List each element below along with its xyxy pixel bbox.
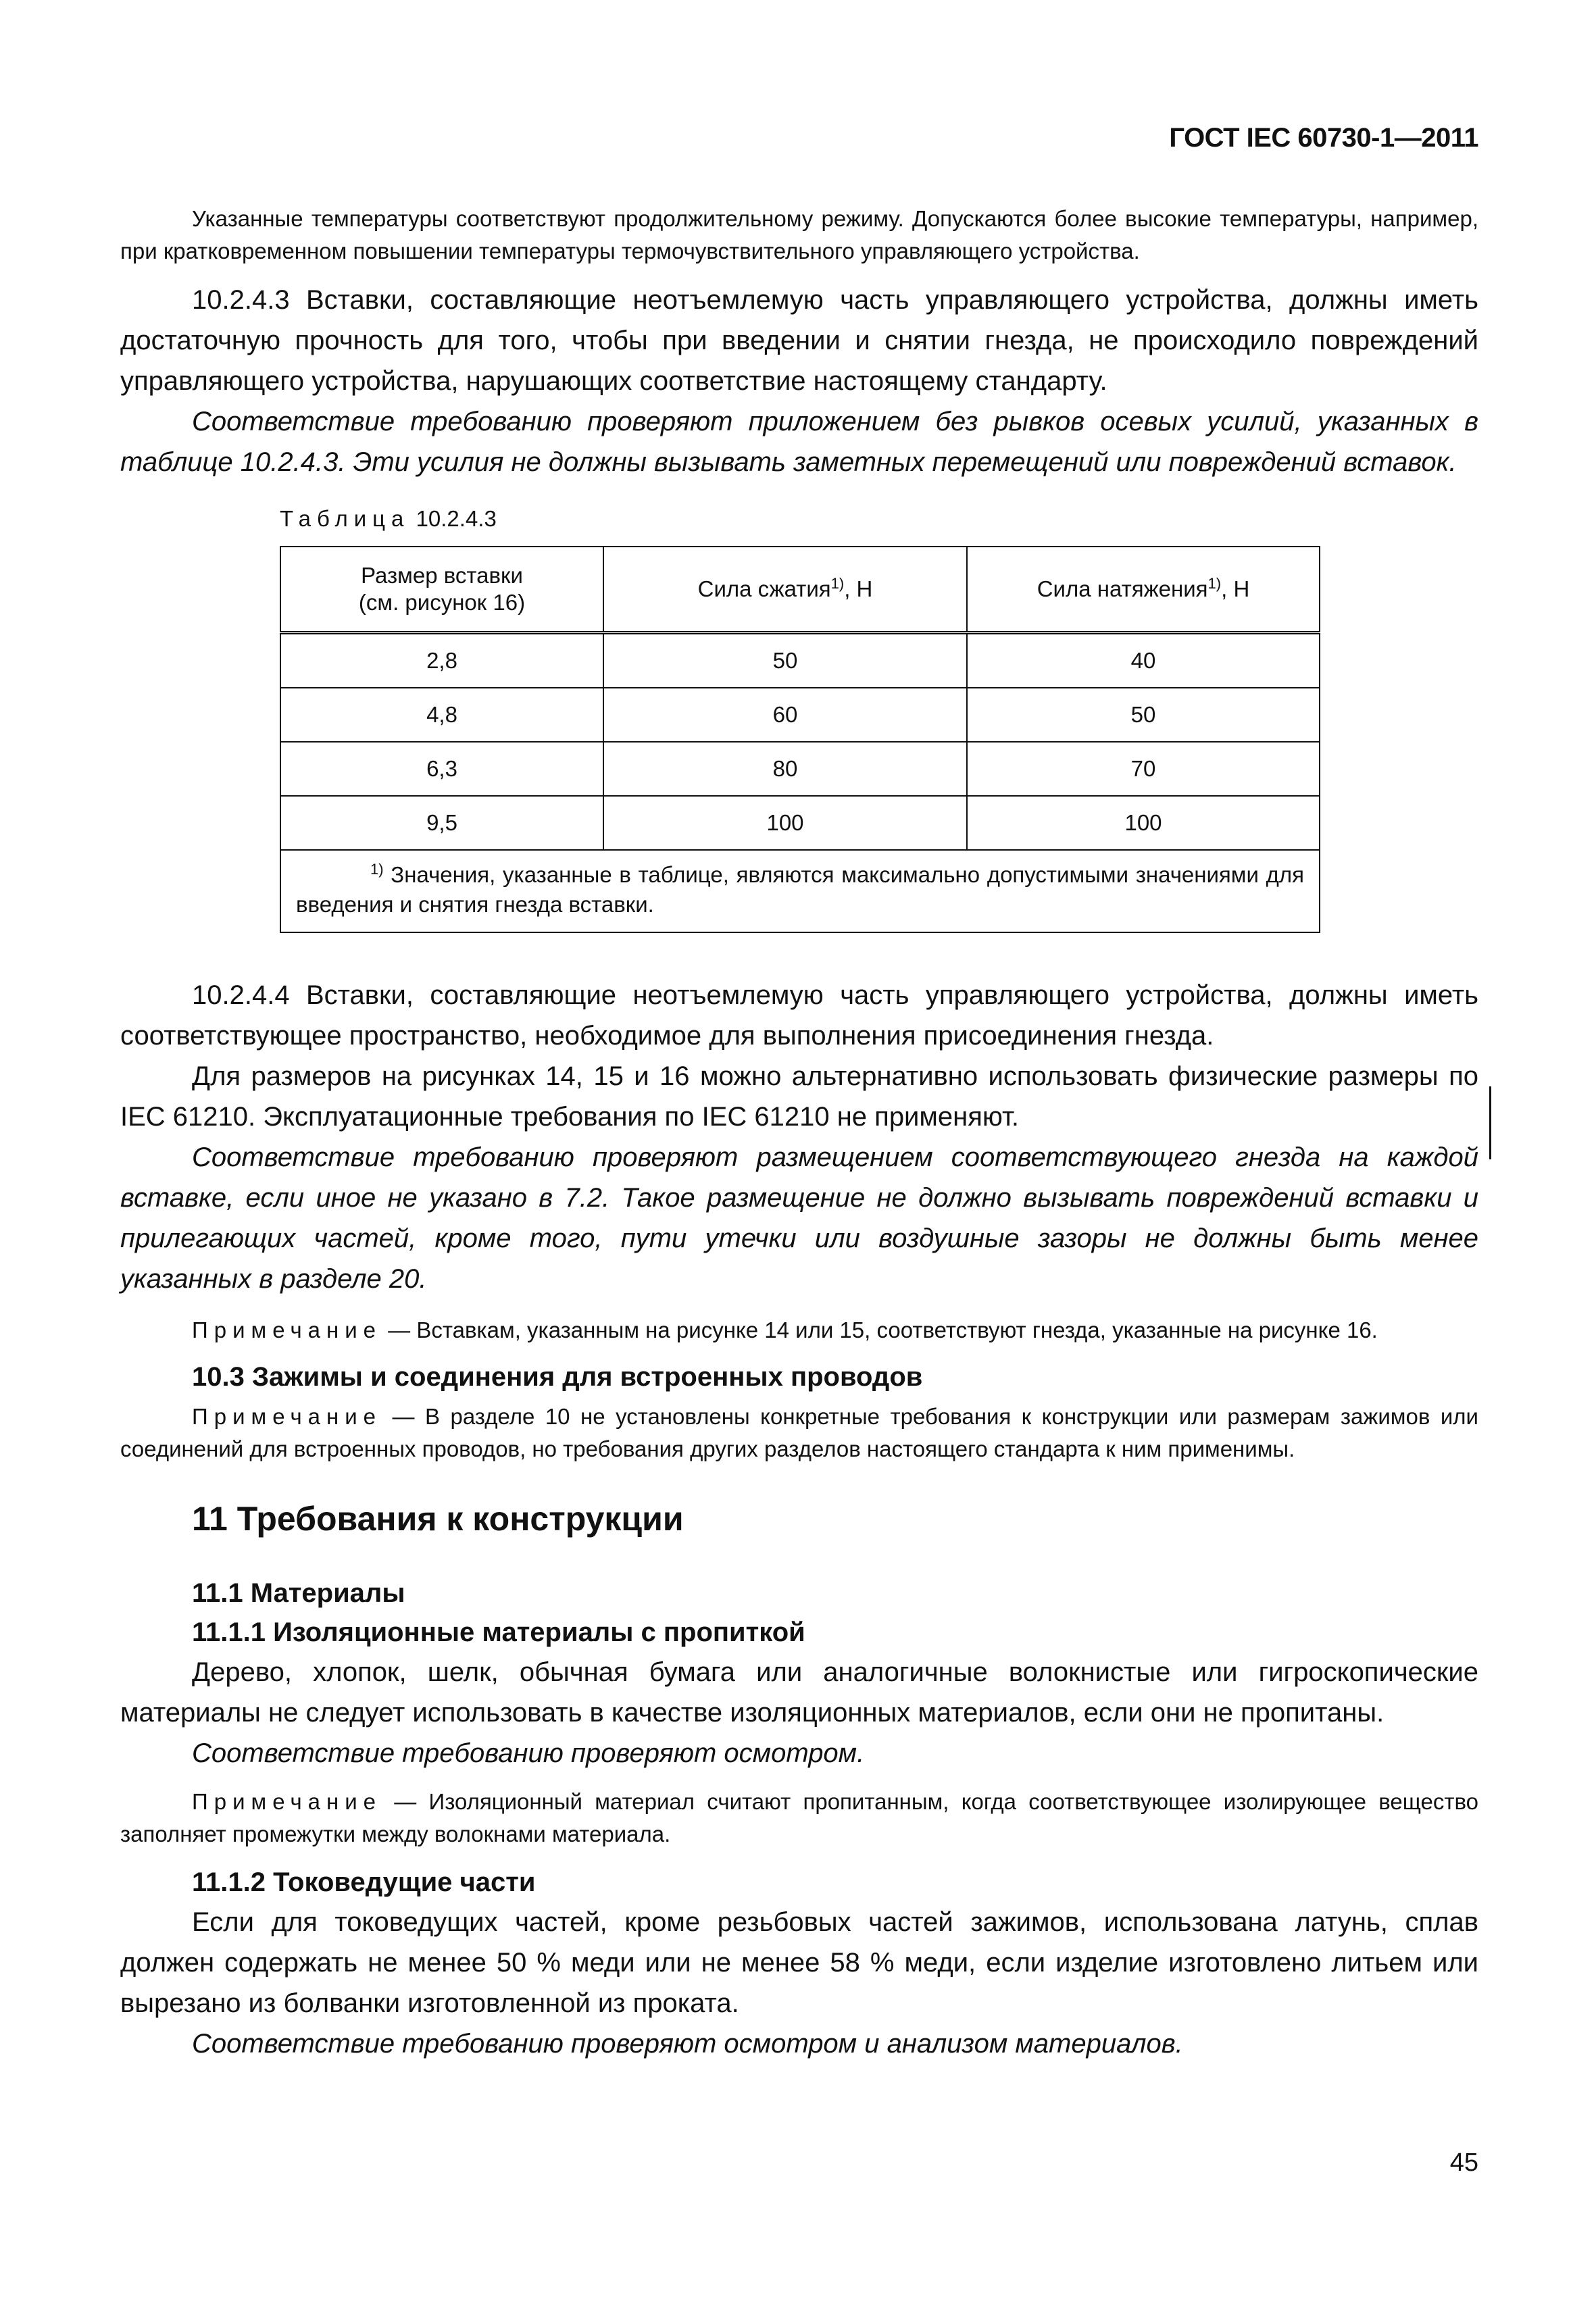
table-cell: 2,8 (280, 633, 603, 688)
table-cell: 60 (603, 688, 967, 742)
table-caption (280, 503, 1478, 535)
clause-11-1-1: Дерево, хлопок, шелк, обычная бумага или аналогичные волокнистые или гигроскопические материалы не следует использовать в качестве изоляционных материалов, если они не пропитаны. (120, 1657, 1478, 1728)
clause-11-1-1-check: Соответствие требованию проверяют осмотром. (192, 1738, 865, 1768)
heading-11-1-1: 11.1.1 Изоляционные материалы с пропиткой (192, 1617, 805, 1647)
table-cell: 50 (603, 633, 967, 688)
table-row (280, 796, 1320, 850)
page-number: 45 (1449, 2148, 1478, 2177)
clause-10-2-4-3: 10.2.4.3 Вставки, составляющие неотъемлемую часть управляющего устройства, должны иметь достаточную прочность для того, чтобы при введении и снятии гнезда, не происходило повреждений управляющего устройства, нарушающих соответствие настоящему стандарту. (120, 285, 1478, 396)
col-header-insert-size: Размер вставки (см. рисунок 16) (280, 547, 603, 633)
note-impregnated: Примечание — Изоляционный материал считают пропитанным, когда соответствующее изолирующее вещество заполняет промежутки между волокнами материала. (120, 1789, 1478, 1846)
heading-11-1: 11.1 Материалы (192, 1578, 405, 1608)
clause-10-2-4-3-check: Соответствие требованию проверяют приложением без рывков осевых усилий, указанных в таблице 10.2.4.3. Эти усилия не должны вызывать заметных перемещений или повреждений вставок. (120, 407, 1478, 477)
col-header-compression-force: Сила сжатия$^{1)}$, Н (603, 547, 967, 633)
table-cell: 100 (603, 796, 967, 850)
table-row (280, 633, 1320, 688)
table-footnote: $^{1)}$ Значения, указанные в таблице, являются максимально допустимыми значениями для введения и снятия гнезда вставки. (280, 850, 1320, 932)
table-header-row (280, 547, 1320, 633)
table-row (280, 688, 1320, 742)
heading-11-1-2: 11.1.2 Токоведущие части (192, 1867, 536, 1897)
table-cell: 70 (967, 742, 1320, 796)
alternative-sizes-paragraph: Для размеров на рисунках 14, 15 и 16 можно альтернативно использовать физические размеры по IEC 61210. Эксплуатационные требования по IEC 61210 не применяют. (120, 1061, 1478, 1132)
table-cell: 40 (967, 633, 1320, 688)
clause-10-2-4-4: 10.2.4.4 Вставки, составляющие неотъемлемую часть управляющего устройства, должны иметь соответствующее пространство, необходимое для выполнения присоединения гнезда. (120, 980, 1478, 1051)
note-terminals: Примечание — В разделе 10 не установлены конкретные требования к конструкции или размерам зажимов или соединений для встроенных проводов, но требования других разделов настоящего стандарта к ним применимы. (120, 1404, 1478, 1461)
table-cell: 80 (603, 742, 967, 796)
table-cell: 4,8 (280, 688, 603, 742)
standard-code-header: ГОСТ IEC 60730-1—2011 (1169, 123, 1478, 153)
table-row (280, 742, 1320, 796)
table-footnote-row (280, 850, 1320, 932)
table-cell: 50 (967, 688, 1320, 742)
table-cell: 100 (967, 796, 1320, 850)
table-cell: 9,5 (280, 796, 603, 850)
clause-11-1-2: Если для токоведущих частей, кроме резьбовых частей зажимов, использована латунь, сплав должен содержать не менее 50 % меди или не менее 58 % меди, если изделие изготовлено литьем или вырезано из болванки изготовленной из проката. (120, 1907, 1478, 2018)
change-bar (1489, 1086, 1491, 1159)
col-header-tension-force: Сила натяжения$^{1)}$, Н (967, 547, 1320, 633)
note-inserts: Примечание — Вставкам, указанным на рисунке 14 или 15, соответствуют гнезда, указанные на рисунке 16. (192, 1317, 1378, 1342)
table-caption-word: Таблица (280, 506, 410, 531)
table-cell: 6,3 (280, 742, 603, 796)
insert-force-table (280, 546, 1320, 933)
clause-10-2-4-4-check: Соответствие требованию проверяют размещением соответствующего гнезда на каждой вставке, если иное не указано в 7.2. Такое размещение не должно вызывать повреждений вставки и прилегающих частей, кроме того, пути утечки или воздушные зазоры не должны быть менее указанных в разделе 20. (120, 1142, 1478, 1294)
heading-10-3: 10.3 Зажимы и соединения для встроенных проводов (192, 1362, 923, 1392)
temperature-paragraph: Указанные температуры соответствуют продолжительному режиму. Допускаются более высокие температуры, например, при кратковременном повышении температуры термочувствительного управляющего устройства. (120, 206, 1478, 263)
page-content (120, 203, 1478, 2064)
table-caption-number: 10.2.4.3 (416, 506, 497, 531)
clause-11-1-2-check: Соответствие требованию проверяют осмотром и анализом материалов. (192, 2029, 1183, 2059)
heading-section-11: 11 Требования к конструкции (192, 1500, 684, 1538)
